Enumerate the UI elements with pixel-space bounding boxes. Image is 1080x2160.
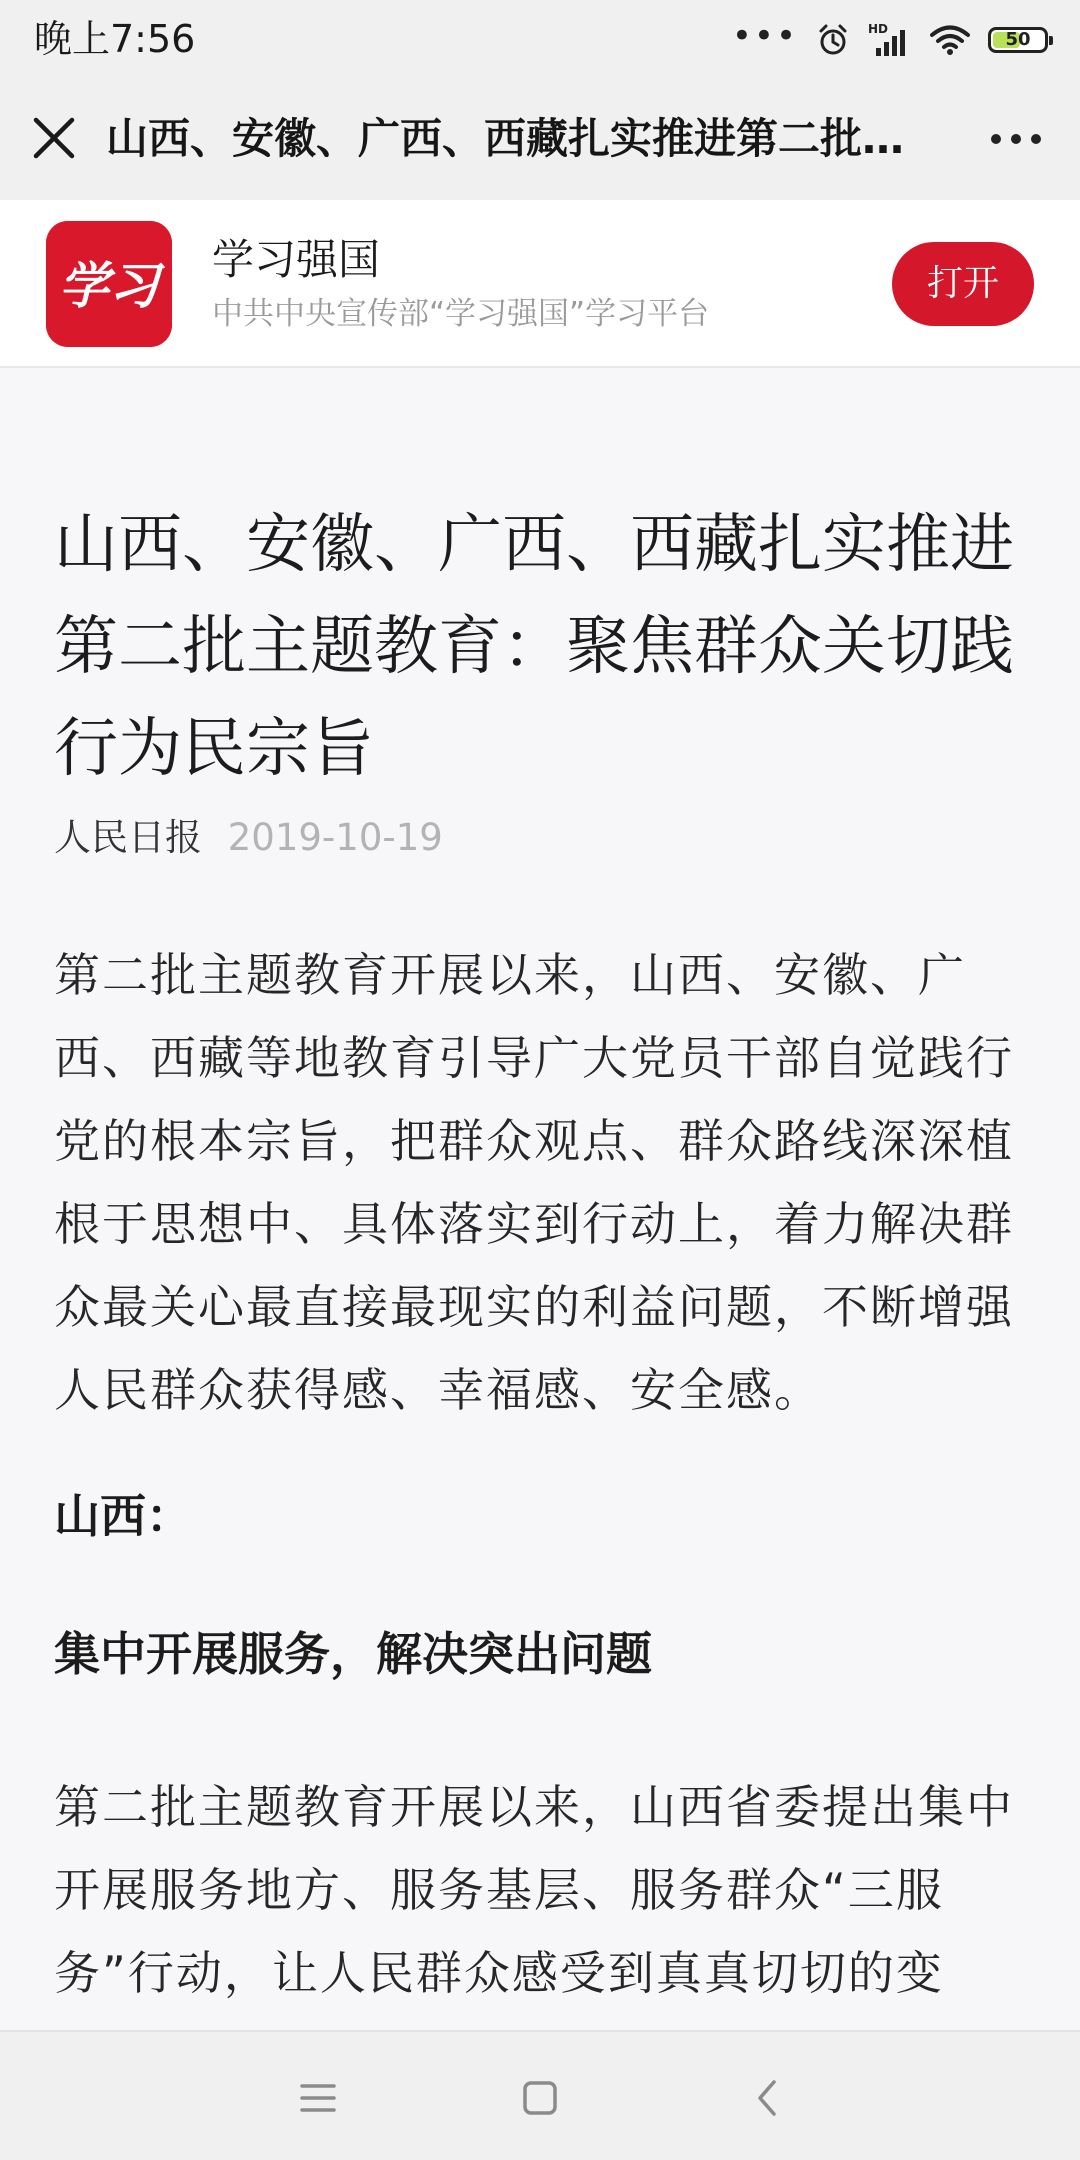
back-icon[interactable] [738, 2068, 798, 2128]
more-notifications-icon: ••• [731, 16, 798, 56]
svg-text:HD: HD [868, 22, 889, 36]
status-bar [0, 0, 1080, 78]
article-paragraph: 第二批主题教育开展以来，山西、安徽、广西、西藏等地教育引导广大党员干部自觉践行党的根本宗旨，把群众观点、群众路线深深植根于思想中、具体落实到行动上，着力解决群众最关心最直接最现实的利益问题，不断增强人民群众获得感、幸福感、安全感。 [54, 948, 1014, 1417]
battery-icon [988, 27, 1048, 53]
page-title: 山西、安徽、广西、西藏扎实推进第二批… [106, 114, 905, 163]
xuexi-logo-icon [46, 221, 172, 347]
app-subtitle: 中共中央宣传部“学习强国”学习平台 [212, 296, 710, 332]
section-subheading: 集中开展服务，解决突出问题 [54, 1627, 652, 1681]
home-icon[interactable] [510, 2068, 570, 2128]
app-name: 学习强国 [212, 235, 381, 284]
system-nav-bar [0, 2030, 1080, 2160]
menu-icon[interactable] [288, 2068, 348, 2128]
more-icon[interactable] [982, 110, 1050, 168]
article-source[interactable]: 人民日报 [54, 816, 202, 859]
status-time: 晚上7:56 [34, 17, 196, 61]
article-meta [54, 810, 443, 866]
logo-text: 学习 [59, 256, 159, 315]
app-banner[interactable] [0, 200, 1080, 368]
article-title: 山西、安徽、广西、西藏扎实推进第二批主题教育：聚焦群众关切践行为民宗旨 [54, 508, 1014, 786]
close-icon[interactable] [24, 108, 84, 168]
status-icons [732, 18, 1048, 62]
app-logo [46, 221, 172, 347]
open-app-button[interactable]: 打开 [892, 242, 1034, 326]
article [0, 370, 1080, 2030]
signal-icon [868, 22, 912, 58]
section-heading: 山西： [54, 1489, 192, 1543]
battery-level: 50 [1005, 29, 1031, 50]
alarm-icon [816, 23, 850, 57]
article-paragraph: 第二批主题教育开展以来，山西省委提出集中开展服务地方、服务基层、服务群众“三服务”行动，让人民群众感受到真真切切的变 [54, 1780, 1014, 2000]
nav-bar [0, 78, 1080, 200]
wifi-icon [930, 24, 970, 56]
article-date: 2019-10-19 [227, 816, 443, 859]
